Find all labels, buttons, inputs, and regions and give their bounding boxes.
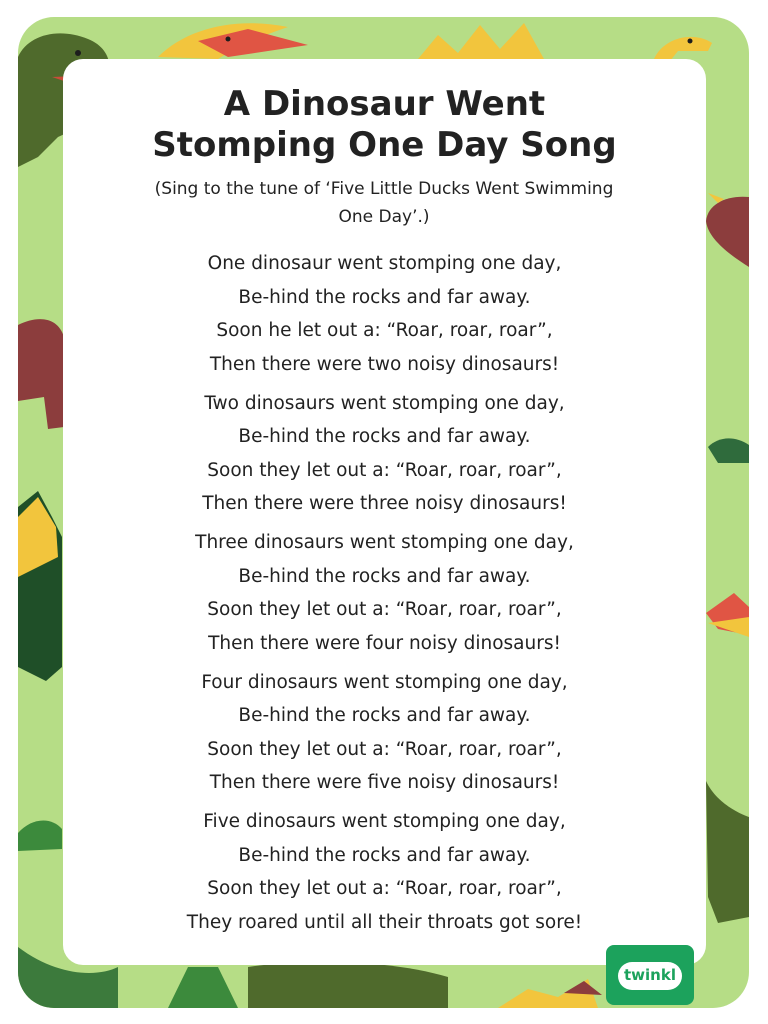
lyric-line: Three dinosaurs went stomping one day, (195, 532, 574, 553)
lyric-line: Then there were three noisy dinosaurs! (202, 493, 567, 514)
twinkl-logo-text: twinkl (624, 966, 676, 984)
sauropod-body-illustration (706, 781, 749, 923)
lyric-line: Be-hind the rocks and far away. (238, 705, 531, 726)
dinosaur-head-illustration (18, 820, 62, 851)
pterodactyl-illustration-right (706, 593, 749, 637)
song-lyrics (63, 247, 706, 945)
lyric-line: Soon they let out a: “Roar, roar, roar”, (207, 738, 562, 760)
triceratops-illustration (706, 193, 749, 267)
lyric-line: Two dinosaurs went stomping one day, (204, 392, 565, 414)
tune-subtitle (120, 175, 648, 231)
pterodactyl-illustration (158, 23, 308, 59)
lyric-line: Be-hind the rocks and far away. (238, 286, 531, 308)
lyric-line: Five dinosaurs went stomping one day, (203, 811, 566, 832)
title-line: Stomping One Day Song (152, 125, 617, 165)
small-dinosaur-illustration (708, 438, 749, 463)
subtitle-line: One Day’.) (338, 207, 430, 227)
lyric-line: Four dinosaurs went stomping one day, (201, 671, 568, 693)
lyric-line: Be-hind the rocks and far away. (238, 844, 531, 866)
lyric-line: Then there were two noisy dinosaurs! (209, 353, 560, 375)
song-title (63, 84, 706, 166)
lyric-line: One dinosaur went stomping one day, (207, 253, 562, 274)
lyric-line: Then there were five noisy dinosaurs! (209, 772, 560, 793)
lyric-line: Soon they let out a: “Roar, roar, roar”, (207, 599, 562, 620)
lyric-line: Soon he let out a: “Roar, roar, roar”, (216, 320, 553, 341)
verse-5 (63, 805, 706, 939)
stegosaurus-plates-illustration (418, 23, 544, 59)
lyric-line: Soon they let out a: “Roar, roar, roar”, (207, 878, 562, 899)
subtitle-line: (Sing to the tune of ‘Five Little Ducks Went Swimming (154, 179, 614, 199)
ankylosaur-illustration (18, 319, 64, 429)
sauropod-head-illustration (654, 37, 712, 61)
lyric-line: Be-hind the rocks and far away. (238, 565, 531, 587)
lyric-line: Be-hind the rocks and far away. (238, 426, 531, 447)
lyric-line: They roared until all their throats got sore! (186, 911, 583, 933)
verse-4 (63, 666, 706, 800)
stegosaurus-illustration (18, 491, 62, 681)
title-line: A Dinosaur Went (223, 84, 546, 124)
twinkl-logo (606, 945, 694, 1005)
lyric-line: Then there were four noisy dinosaurs! (208, 632, 561, 654)
verse-3 (63, 526, 706, 660)
verse-2 (63, 387, 706, 521)
lyric-line: Soon they let out a: “Roar, roar, roar”, (207, 459, 562, 481)
verse-1 (63, 247, 706, 381)
